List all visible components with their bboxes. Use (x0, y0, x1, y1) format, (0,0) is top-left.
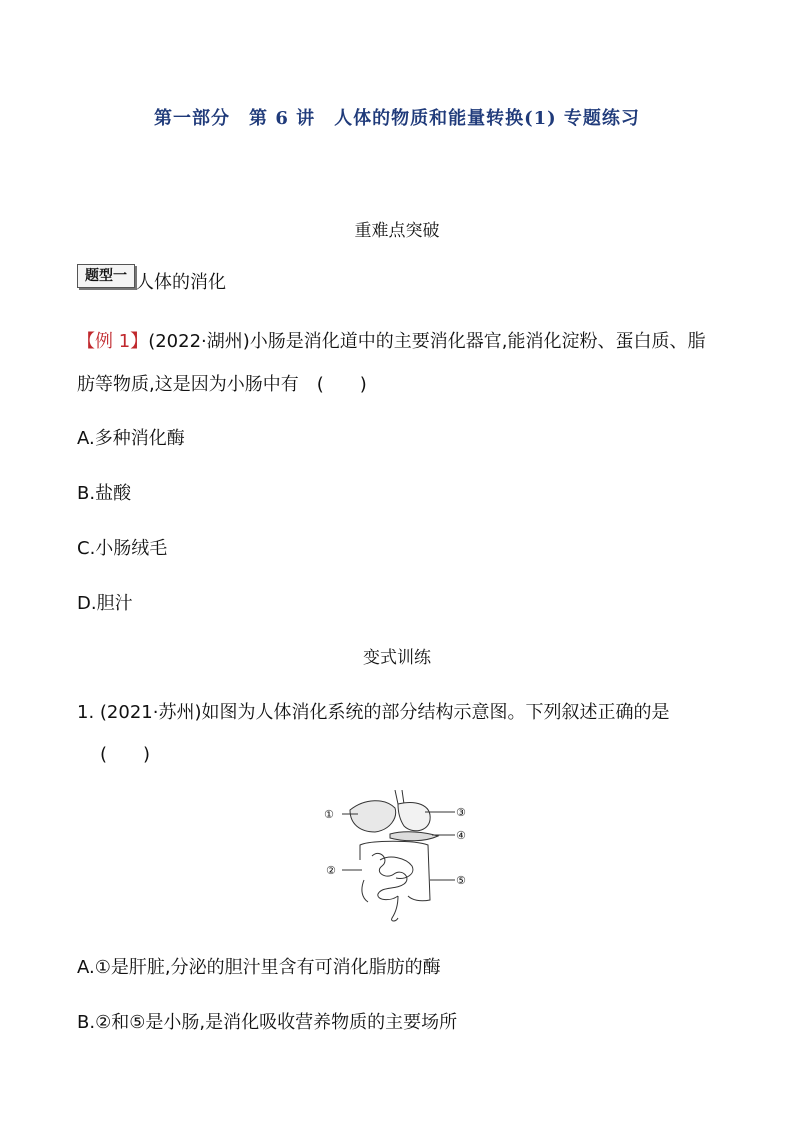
example-option-b: B.盐酸 (77, 483, 132, 504)
example-option-c: C.小肠绒毛 (77, 538, 168, 559)
example-1-line-2: 肪等物质,这是因为小肠中有 ( ) (77, 374, 367, 395)
example-1-line-1 (77, 327, 705, 353)
topic-tag: 题型一 (77, 264, 135, 288)
page-title: 第一部分 第 6 讲 人体的物质和能量转换(1) 专题练习 (154, 108, 640, 129)
question-option-a: A.①是肝脏,分泌的胆汁里含有可消化脂肪的酶 (77, 957, 441, 978)
question-1-line-1: 1. (2021·苏州)如图为人体消化系统的部分结构示意图。下列叙述正确的是 (77, 702, 670, 723)
example-label: 【例 1】 (77, 331, 149, 352)
question-option-b: B.②和⑤是小肠,是消化吸收营养物质的主要场所 (77, 1012, 458, 1033)
diagram-label-3: ③ (456, 806, 466, 819)
diagram-label-2: ② (326, 864, 336, 877)
topic-name: 人体的消化 (136, 272, 226, 293)
section-heading-practice: 变式训练 (363, 648, 431, 668)
question-1-line-2: ( ) (100, 744, 151, 765)
example-option-d: D.胆汁 (77, 593, 133, 614)
example-option-a: A.多种消化酶 (77, 428, 185, 449)
digestive-system-diagram (320, 790, 480, 925)
section-heading-key-points: 重难点突破 (354, 221, 440, 241)
diagram-label-1: ① (324, 808, 334, 821)
diagram-label-5: ⑤ (456, 874, 466, 887)
example-text-1: (2022·湖州)小肠是消化道中的主要消化器官,能消化淀粉、蛋白质、脂 (148, 331, 706, 352)
diagram-label-4: ④ (456, 829, 466, 842)
